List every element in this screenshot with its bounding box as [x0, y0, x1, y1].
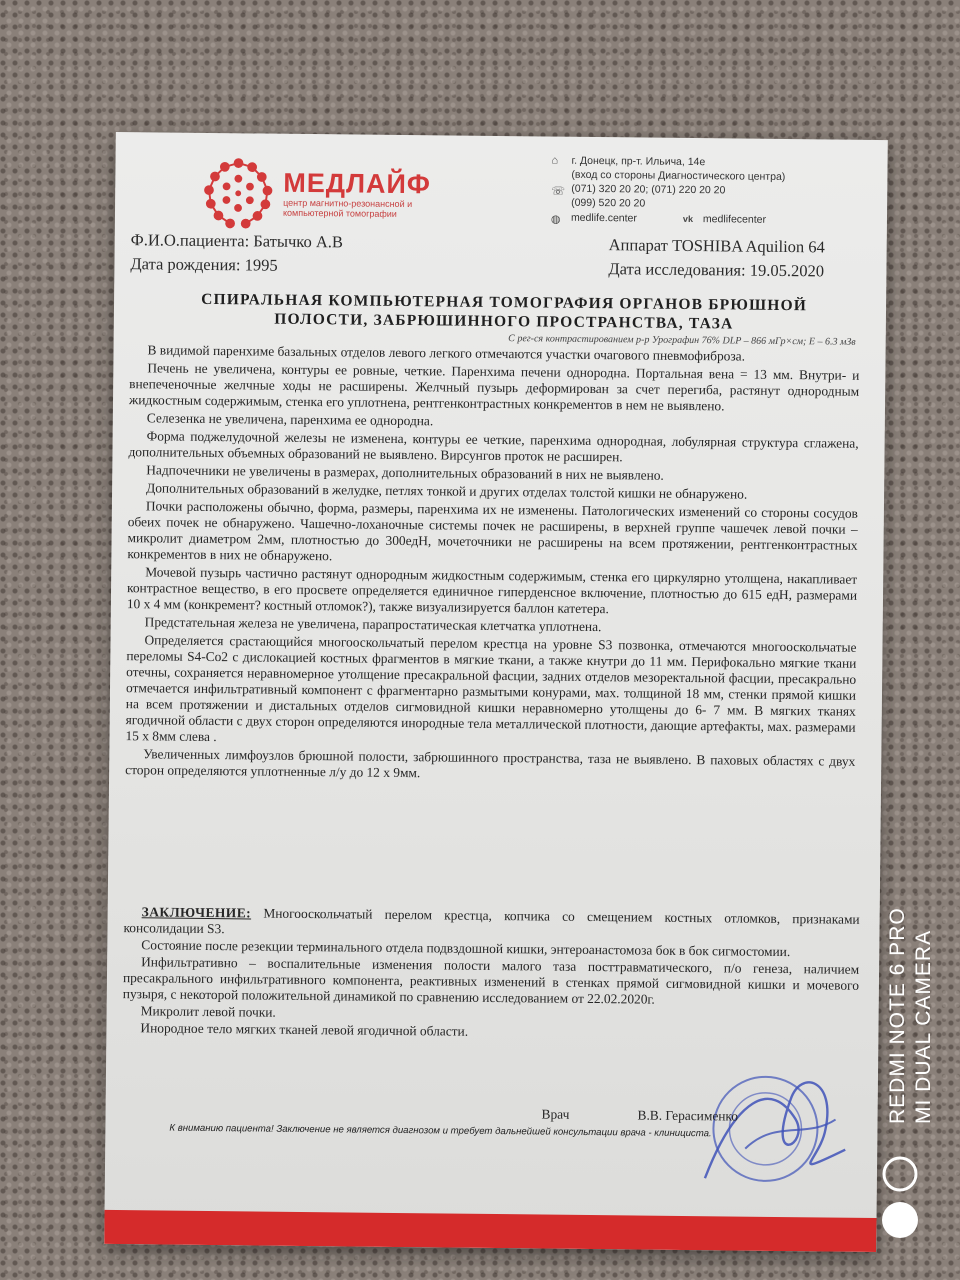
paragraph: Дополнительных образований в желудке, петлях тонкой и других отделах толстой кишки не обнаружено.	[146, 480, 748, 502]
phone-icon: ☏	[551, 185, 566, 198]
paragraph: Надпочечники не увеличены в размерах, дополнительных образований в них не выявлено.	[146, 462, 664, 483]
website-link[interactable]: medlife.center	[570, 211, 637, 225]
exam-date: Дата исследования: 19.05.2020	[608, 259, 825, 281]
birth-date: Дата рождения: 1995	[130, 254, 278, 275]
brand-subtitle: центр магнитно-резонансной и компьютерной томографии	[282, 197, 413, 219]
paragraph: Предстательная железа не увеличена, парапростатическая клетчатка уплотнена.	[144, 614, 602, 635]
doctor-role: Врач	[541, 1106, 570, 1122]
paragraph: Селезенка не увеличена, паренхима ее однородна.	[146, 410, 434, 429]
device-model: Аппарат TOSHIBA Aquilion 64	[608, 235, 825, 257]
conclusion-first-text: Многооскольчатый перелом крестца, копчика со смещением костных отломков, признаками консолидации S3.	[123, 905, 860, 937]
watermark-line-2: MI DUAL CAMERA	[912, 929, 935, 1124]
report-title-line-1: СПИРАЛЬНАЯ КОМПЬЮТЕРНАЯ ТОМОГРАФИЯ ОРГАНОВ БРЮШНОЙ	[201, 290, 808, 315]
paragraph: В видимой паренхиме базальных отделов левого легкого отмечаются участки очагового пневмофиброза.	[147, 342, 746, 364]
conclusion-block	[122, 904, 859, 1045]
conclusion-item: Инфильтративно – воспалительные изменения полости малого таза посттравматического, п/о генеза, наличием пресакрального инфильтративного компонента, реактивных изменений в стенках прямой сигмовидной кишки и мочевого пузыря, с некоторой положительной динамикой по сравнению исследованием от 22.02.2020г.	[122, 954, 860, 1007]
address-line-1: г. Донецк, пр-т. Ильича, 14е	[571, 154, 706, 169]
medlife-logo-icon	[199, 155, 278, 234]
patient-name: Ф.И.О.пациента: Батычко А.В	[130, 230, 344, 252]
phone-line-1: (071) 320 20 20; (071) 220 20 20	[571, 182, 726, 197]
camera-watermark	[878, 908, 940, 1248]
brand-name: МЕДЛАЙФ	[283, 167, 432, 200]
conclusion-item: Микролит левой почки.	[140, 1003, 276, 1020]
report-sheet	[104, 132, 888, 1252]
paragraph: Печень не увеличена, контуры ее ровные, четкие. Паренхима печени однородна. Портальная вена = 13 мм. Внутри- и внепеченочные желчные ходы не расширены. Желчный пузырь деформирован за счет перегиба, растянут однородным жидкостным содержимым, стенка его уплотнена, рентгенконтрастных конкрементов в нем не выявлено.	[128, 360, 860, 414]
report-title-line-2: ПОЛОСТИ, ЗАБРЮШИННОГО ПРОСТРАНСТВА, ТАЗА	[274, 310, 734, 333]
vk-icon: vk	[682, 213, 694, 225]
vk-link[interactable]: medlifecenter	[702, 213, 767, 226]
globe-icon: ◍	[550, 213, 561, 226]
paragraph: Форма поджелудочной железы не изменена, контуры ее четкие, паренхима однородная, лобулярная структура сглажена, дополнительных объемных образований не выявлено. Вирсунгов проток не расширен.	[128, 428, 859, 465]
home-icon: ⌂	[551, 154, 559, 167]
report-body	[125, 342, 860, 788]
doctor-name: В.В. Герасименко	[637, 1107, 739, 1124]
camera-badge-icon	[878, 1152, 922, 1242]
contrast-note: С рег-ся контрастированием р-р Урографин 76% DLP – 866 мГр×см; E – 6.3 мЗв	[508, 333, 856, 348]
address-line-2: (вход со стороны Диагностического центра)	[571, 168, 786, 184]
paragraph: Увеличенных лимфоузлов брюшной полости, забрюшинного пространства, таза не выявлено. В паховых областях с двух сторон определяются уплотненные л/у до 12 х 9мм.	[125, 746, 856, 781]
conclusion-label: ЗАКЛЮЧЕНИЕ:	[141, 904, 252, 921]
phone-line-2: (099) 520 20 20	[571, 196, 646, 210]
watermark-line-1: REDMI NOTE 6 PRO	[886, 907, 909, 1124]
paragraph: Мочевой пузырь частично растянут однородным жидкостным содержимым, стенка его циркулярно утолщена, накапливает контрастное вещество, в его просвете определяется единичное гиперденсное включение, плотностью до 615 едН, размерами 10 х 4 мм (конкремент? костный отломок?), также визуализируется баллон катетера.	[126, 564, 858, 617]
paragraph: Почки расположены обычно, форма, размеры, паренхима их не изменены. Патологических изменений со стороны сосудов обеих почек не обнаружено. Чашечно-лоханочные системы почек не расширены, в верхней группе чашечек левой почки – микролит диаметром 2мм, плотностью до 300едН, мочеточники не расширены на всем протяжении, рентгенконтрастных конкрементов в них не обнаружено.	[127, 498, 858, 564]
conclusion-item: Состояние после резекции терминального отдела подвздошной кишки, энтероанастомоза бок в бок сигмостомии.	[141, 937, 791, 960]
conclusion-item: Инородное тело мягких тканей левой ягодичной области.	[140, 1020, 469, 1039]
footer-red-bar	[104, 1210, 876, 1252]
disclaimer: К вниманию пациента! Заключение не является диагнозом и требует дальнейшей консультации врача - клинициста.	[169, 1122, 712, 1140]
paragraph: Определяется срастающийся многооскольчатый перелом крестца на уровне S3 позвонка, отмечаются многооскольчатые переломы S4-Co2 с дислокацией костных фрагментов в мягкие ткани, а также кнутри до 11 мм. Перифокально мягкие ткани отечны, сохраняется неравномерное утолщение пресакральной фасции, задних отделов мезоректальной фасции, пресакрально отмечается инфильтративный компонент с фрагментарно размытыми конурами, мах. толщиной 18 мм, стенки прямой кишки на всем протяжении и дистальных отделов сигмовидной кишки неравномерно утолщены до 6- 7 мм. В мягких тканях ягодичной области с двух сторон определяются инородные тела металлической плотности, дающие артефакты, мах. размерами 15 х 8мм слева .	[125, 632, 857, 745]
